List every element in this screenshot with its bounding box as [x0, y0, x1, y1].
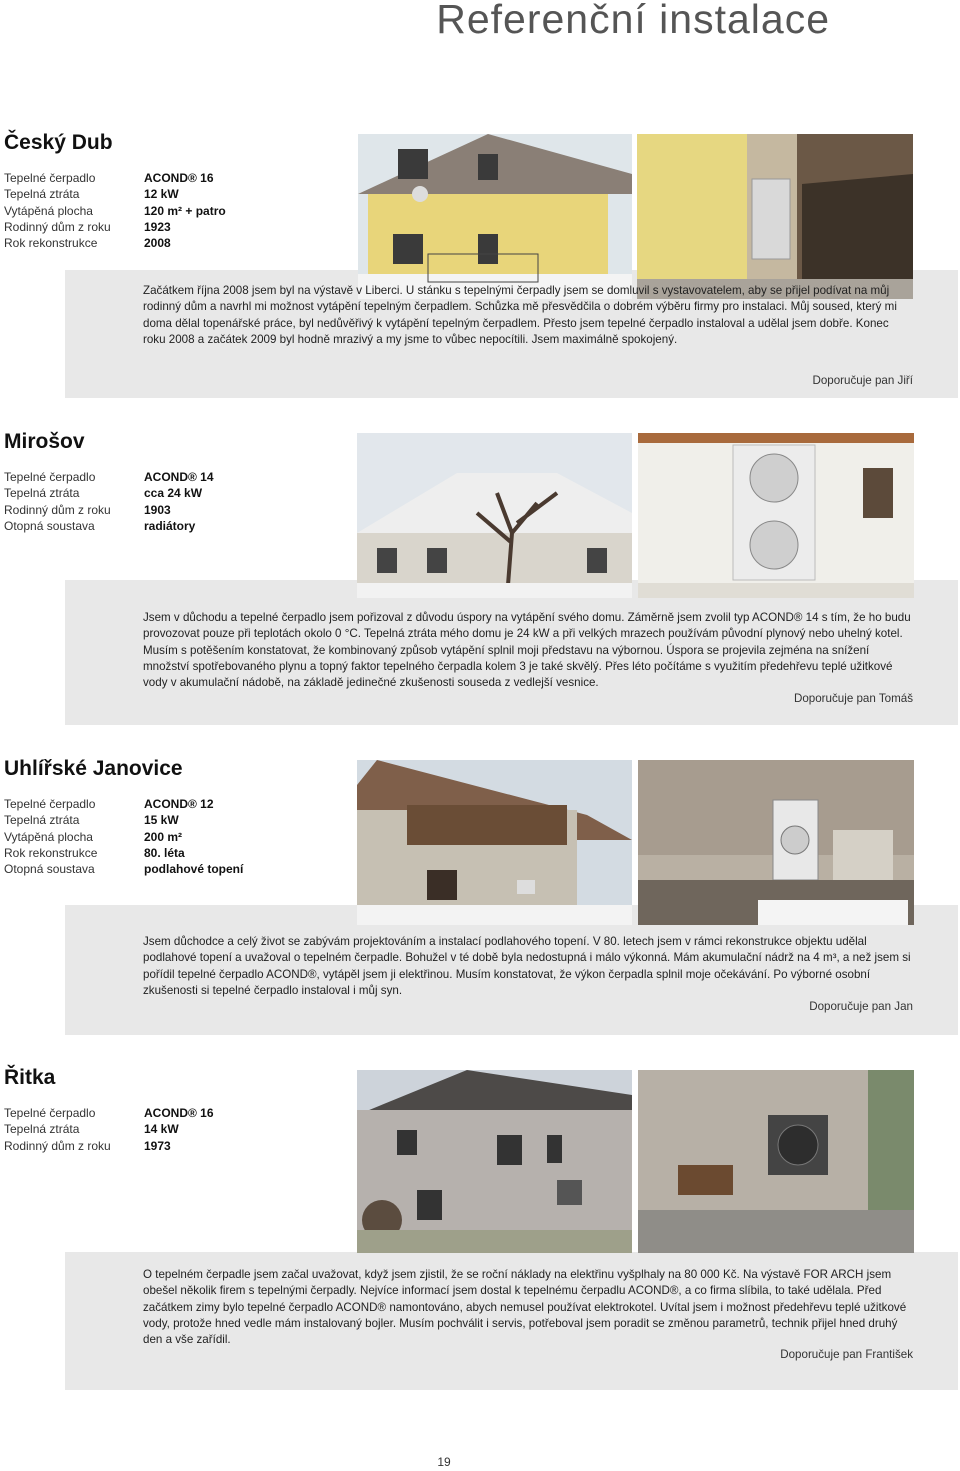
spec-value: 1973 [144, 1138, 171, 1153]
testimonial-signature: Doporučuje pan Tomáš [793, 692, 913, 705]
spec-value: podlahové topení [144, 862, 244, 877]
spec-label: Vytápěná plocha [4, 203, 93, 218]
house-photo [357, 760, 632, 925]
house-photo [358, 134, 632, 299]
heat-pump-photo [637, 134, 913, 299]
spec-value: cca 24 kW [144, 486, 203, 501]
heat-pump-photo [638, 433, 914, 598]
testimonial-text: Začátkem října 2008 jsem byl na výstavě v Liberci. U stánku s tepelnými čerpadly jsem se domluvil s vystavovatelem, aby se přijel podívat na můj rodinný dům a navrhl mi možnost vytápění tepelným čerpadlem. Schůzka mě přesvědčila o dobrém výběru firmy pro instalaci. Můj soused, který mi doma dělal topenářské práce, byl nedůvěřivý k vytápění tepelným čerpadlem. Přesto jsem tepelné čerpadlo instaloval a udělal jsem dobře. Konec roku 2008 a začátek 2009 byl hodně mrazivý a my jsme to vůbec nepocítili. Jsem maximálně spokojený. [143, 284, 897, 346]
spec-label: Vytápěná plocha [4, 829, 93, 844]
spec-value: 15 kW [144, 813, 179, 828]
spec-label: Tepelná ztráta [4, 187, 80, 202]
spec-value: ACOND® 12 [144, 797, 214, 811]
spec-row [4, 170, 264, 186]
spec-row [4, 186, 264, 202]
spec-row [4, 1121, 264, 1137]
spec-value: ACOND® 14 [144, 470, 214, 484]
spec-row [4, 219, 264, 235]
heat-pump-photo [638, 760, 914, 925]
house-photo [357, 433, 632, 598]
spec-label: Tepelné čerpadlo [4, 171, 96, 185]
spec-value: ACOND® 16 [144, 1106, 214, 1120]
house-photo [357, 1070, 632, 1253]
spec-row [4, 845, 264, 861]
page-title: Referenční instalace [436, 0, 830, 42]
spec-row [4, 1138, 264, 1154]
testimonial-signature: Doporučuje pan Jan [809, 1000, 913, 1013]
spec-row [4, 203, 264, 219]
section-title: Mirošov [4, 430, 85, 453]
testimonial-signature: Doporučuje pan Jiří [812, 374, 913, 387]
spec-label: Rodinný dům z roku [4, 1138, 111, 1153]
testimonial-text: Jsem v důchodu a tepelné čerpadlo jsem pořizoval z důvodu úspory na vytápění svého domu. Záměrně jsem zvolil typ ACOND® 14 s tím, že ho budu provozovat pouze při teplotách okolo 0 °C. Tepelná ztráta mého domu je 24 kW a při velkých mrazech používám původní plynový nebo uhelný kotel. Musím s potěšením konstatovat, že kombinovaný způsob vytápění splnil moji představu na výbornou. Úspora se projevila zejména na snížení množství spotřebovaného plynu a topný faktor tepelného čerpadla kolem 3 je také skvělý. Přes léto počítáme s využitím předehřevu teplé užitkové vody v akumulační nádobě, na základě jedinečné zkušenosti souseda z vedlejší vesnice. [143, 611, 911, 690]
spec-label: Rodinný dům z roku [4, 219, 111, 234]
section-title: Řitka [4, 1066, 56, 1089]
spec-row [4, 469, 264, 485]
spec-label: Rok rekonstrukce [4, 236, 98, 251]
testimonial-text: O tepelném čerpadle jsem začal uvažovat, když jsem zjistil, že se roční náklady na elektřinu vyšplhaly na 80 000 Kč. Na výstavě FOR ARCH jsem obešel několik firem s tepelnými čerpadly. Nejvíce informací jsem dostal k tepelnému čerpadlu ACOND®, a co firma slíbila, to také udělala. Před začátkem zimy bylo tepelné čerpadlo ACOND® namontováno, abych nemusel používat elektrokotel. Uvítal jsem i možnost předehřevu teplé užitkové vody, protože hned vedle mám instalovaný bojler. Musím pochválit i servis, potřeboval jsem poradit se změnou parametrů, technik přijel hned druhý den a vše zařídil. [143, 1268, 907, 1347]
spec-row [4, 235, 264, 251]
spec-value: radiátory [144, 518, 196, 533]
spec-row [4, 502, 264, 518]
spec-label: Tepelná ztráta [4, 486, 80, 501]
spec-label: Rok rekonstrukce [4, 845, 98, 860]
spec-row [4, 812, 264, 828]
spec-value: 2008 [144, 236, 171, 251]
spec-label: Tepelné čerpadlo [4, 1106, 96, 1120]
spec-value: ACOND® 16 [144, 171, 214, 185]
spec-row [4, 796, 264, 812]
spec-value: 12 kW [144, 187, 179, 202]
spec-value: 80. léta [144, 845, 185, 860]
section-title: Český Dub [4, 131, 113, 154]
spec-value: 200 m² [144, 829, 183, 844]
heat-pump-photo [638, 1070, 914, 1253]
spec-value: 1923 [144, 219, 171, 234]
spec-row [4, 861, 264, 877]
spec-row [4, 485, 264, 501]
specs-table [4, 796, 264, 877]
page-number: 19 [437, 1455, 451, 1469]
spec-value: 1903 [144, 502, 171, 517]
spec-label: Otopná soustava [4, 518, 95, 533]
spec-label: Tepelné čerpadlo [4, 470, 96, 484]
section-title: Uhlířské Janovice [4, 757, 183, 780]
spec-value: 14 kW [144, 1122, 179, 1137]
spec-row [4, 518, 264, 534]
testimonial-text: Jsem důchodce a celý život se zabývám projektováním a instalací podlahového topení. V 80. letech jsem v rámci rekonstrukce objektu udělal podlahové topení a uvažoval o tepelném čerpadle. Bohužel v té době byla nedostupná i málo výkonná. Mám akumulační nádrž na 4 m³, a než jsem si pořídil tepelné čerpadlo ACOND®, vytápěl jsem ji elektřinou. Musím konstatovat, že výkon čerpadla splnil moje očekávání. Po výborné osobní zkušenosti si tepelné čerpadlo instaloval i můj syn. [143, 935, 911, 997]
testimonial-signature: Doporučuje pan František [780, 1348, 913, 1361]
spec-label: Rodinný dům z roku [4, 502, 111, 517]
specs-table [4, 1105, 264, 1154]
spec-row [4, 829, 264, 845]
specs-table [4, 469, 264, 534]
spec-label: Otopná soustava [4, 862, 95, 877]
spec-label: Tepelná ztráta [4, 1122, 80, 1137]
spec-value: 120 m² + patro [144, 203, 226, 218]
spec-row [4, 1105, 264, 1121]
specs-table [4, 170, 264, 251]
spec-label: Tepelné čerpadlo [4, 797, 96, 811]
spec-label: Tepelná ztráta [4, 813, 80, 828]
